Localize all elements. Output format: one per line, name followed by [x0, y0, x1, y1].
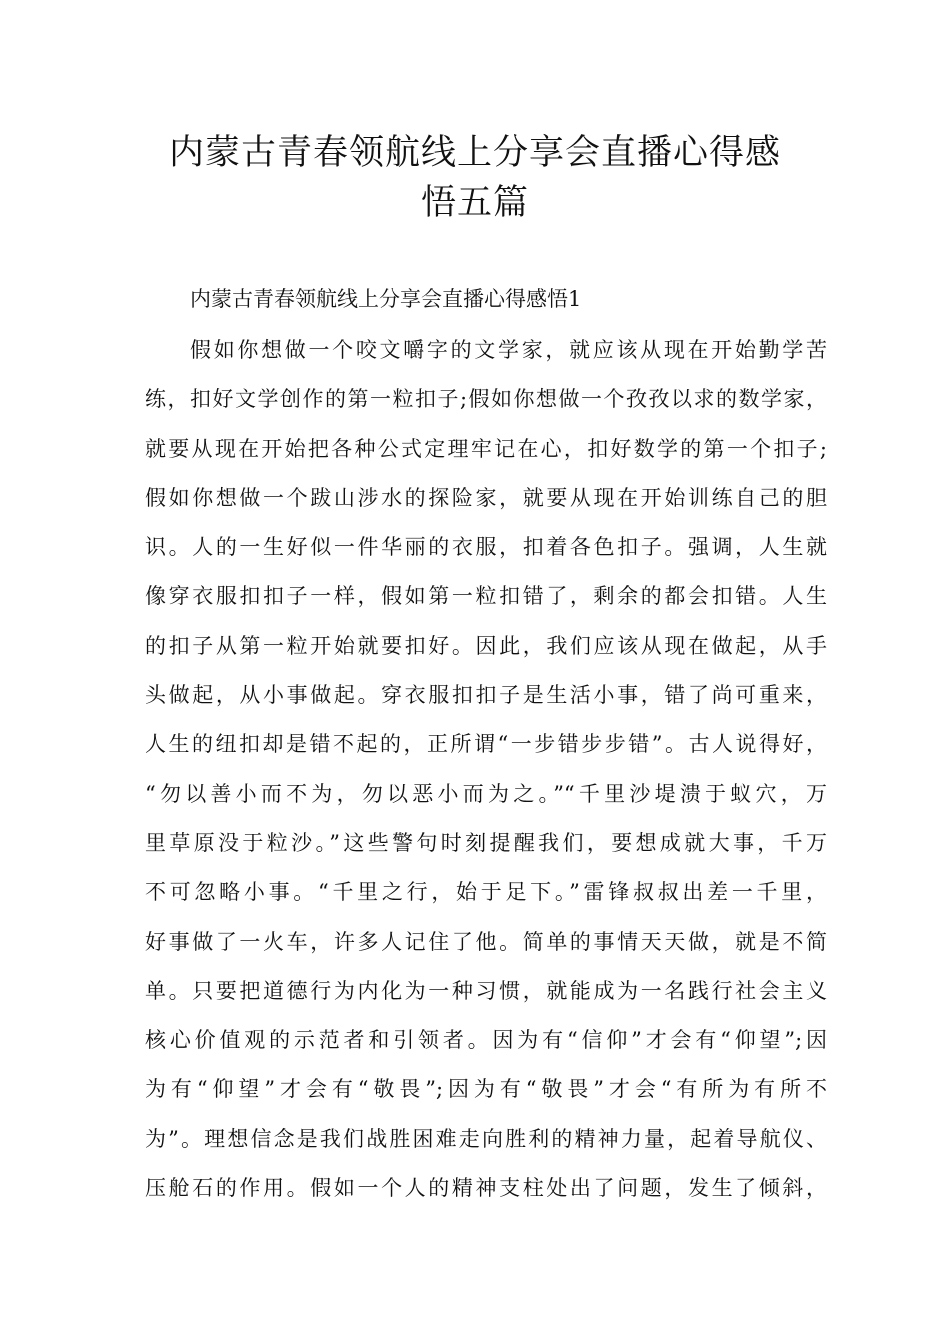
- paragraph-line: 里草原没于粒沙。”这些警句时刻提醒我们，要想成就大事，千万: [145, 830, 827, 855]
- paragraph-line: 为有“仰望”才会有“敬畏”;因为有“敬畏”才会“有所为有所不: [145, 1077, 827, 1102]
- paragraph-line: 人生的纽扣却是错不起的，正所谓“一步错步步错”。古人说得好，: [145, 732, 827, 757]
- paragraph-line: 为”。理想信念是我们战胜困难走向胜利的精神力量，起着导航仪、: [145, 1126, 827, 1151]
- document-title: [120, 128, 830, 228]
- paragraph-line: 头做起，从小事做起。穿衣服扣扣子是生活小事，错了尚可重来，: [145, 683, 827, 708]
- paragraph-line: 不可忽略小事。“千里之行，始于足下。”雷锋叔叔出差一千里，: [145, 880, 827, 905]
- title-line-1: 内蒙古青春领航线上分享会直播心得感: [168, 133, 781, 173]
- paragraph-line: 好事做了一火车，许多人记住了他。简单的事情天天做，就是不简: [145, 929, 827, 954]
- paragraph-line: 就要从现在开始把各种公式定理牢记在心，扣好数学的第一个扣子;: [145, 436, 827, 461]
- paragraph-line: 的扣子从第一粒开始就要扣好。因此，我们应该从现在做起，从手: [145, 633, 827, 658]
- paragraph-line: 单。只要把道德行为内化为一种习惯，就能成为一名践行社会主义: [145, 978, 827, 1003]
- body-paragraph: [145, 335, 827, 1222]
- paragraph-line: 像穿衣服扣扣子一样，假如第一粒扣错了，剩余的都会扣错。人生: [145, 584, 827, 609]
- paragraph-line: 压舱石的作用。假如一个人的精神支柱处出了问题，发生了倾斜，: [145, 1176, 827, 1201]
- section-heading: 内蒙古青春领航线上分享会直播心得感悟1: [190, 287, 582, 311]
- title-line-2: 悟五篇: [420, 183, 529, 223]
- paragraph-line: 假如你想做一个跋山涉水的探险家，就要从现在开始训练自己的胆: [145, 485, 827, 510]
- paragraph-line: 核心价值观的示范者和引领者。因为有“信仰”才会有“仰望”;因: [145, 1028, 827, 1053]
- paragraph-line: 识。人的一生好似一件华丽的衣服，扣着各色扣子。强调，人生就: [145, 535, 827, 560]
- paragraph-line: 练，扣好文学创作的第一粒扣子;假如你想做一个孜孜以求的数学家，: [145, 387, 827, 412]
- paragraph-line: “勿以善小而不为，勿以恶小而为之。”“千里沙堤溃于蚁穴，万: [145, 781, 827, 806]
- paragraph-line: 假如你想做一个咬文嚼字的文学家，就应该从现在开始勤学苦: [190, 338, 827, 362]
